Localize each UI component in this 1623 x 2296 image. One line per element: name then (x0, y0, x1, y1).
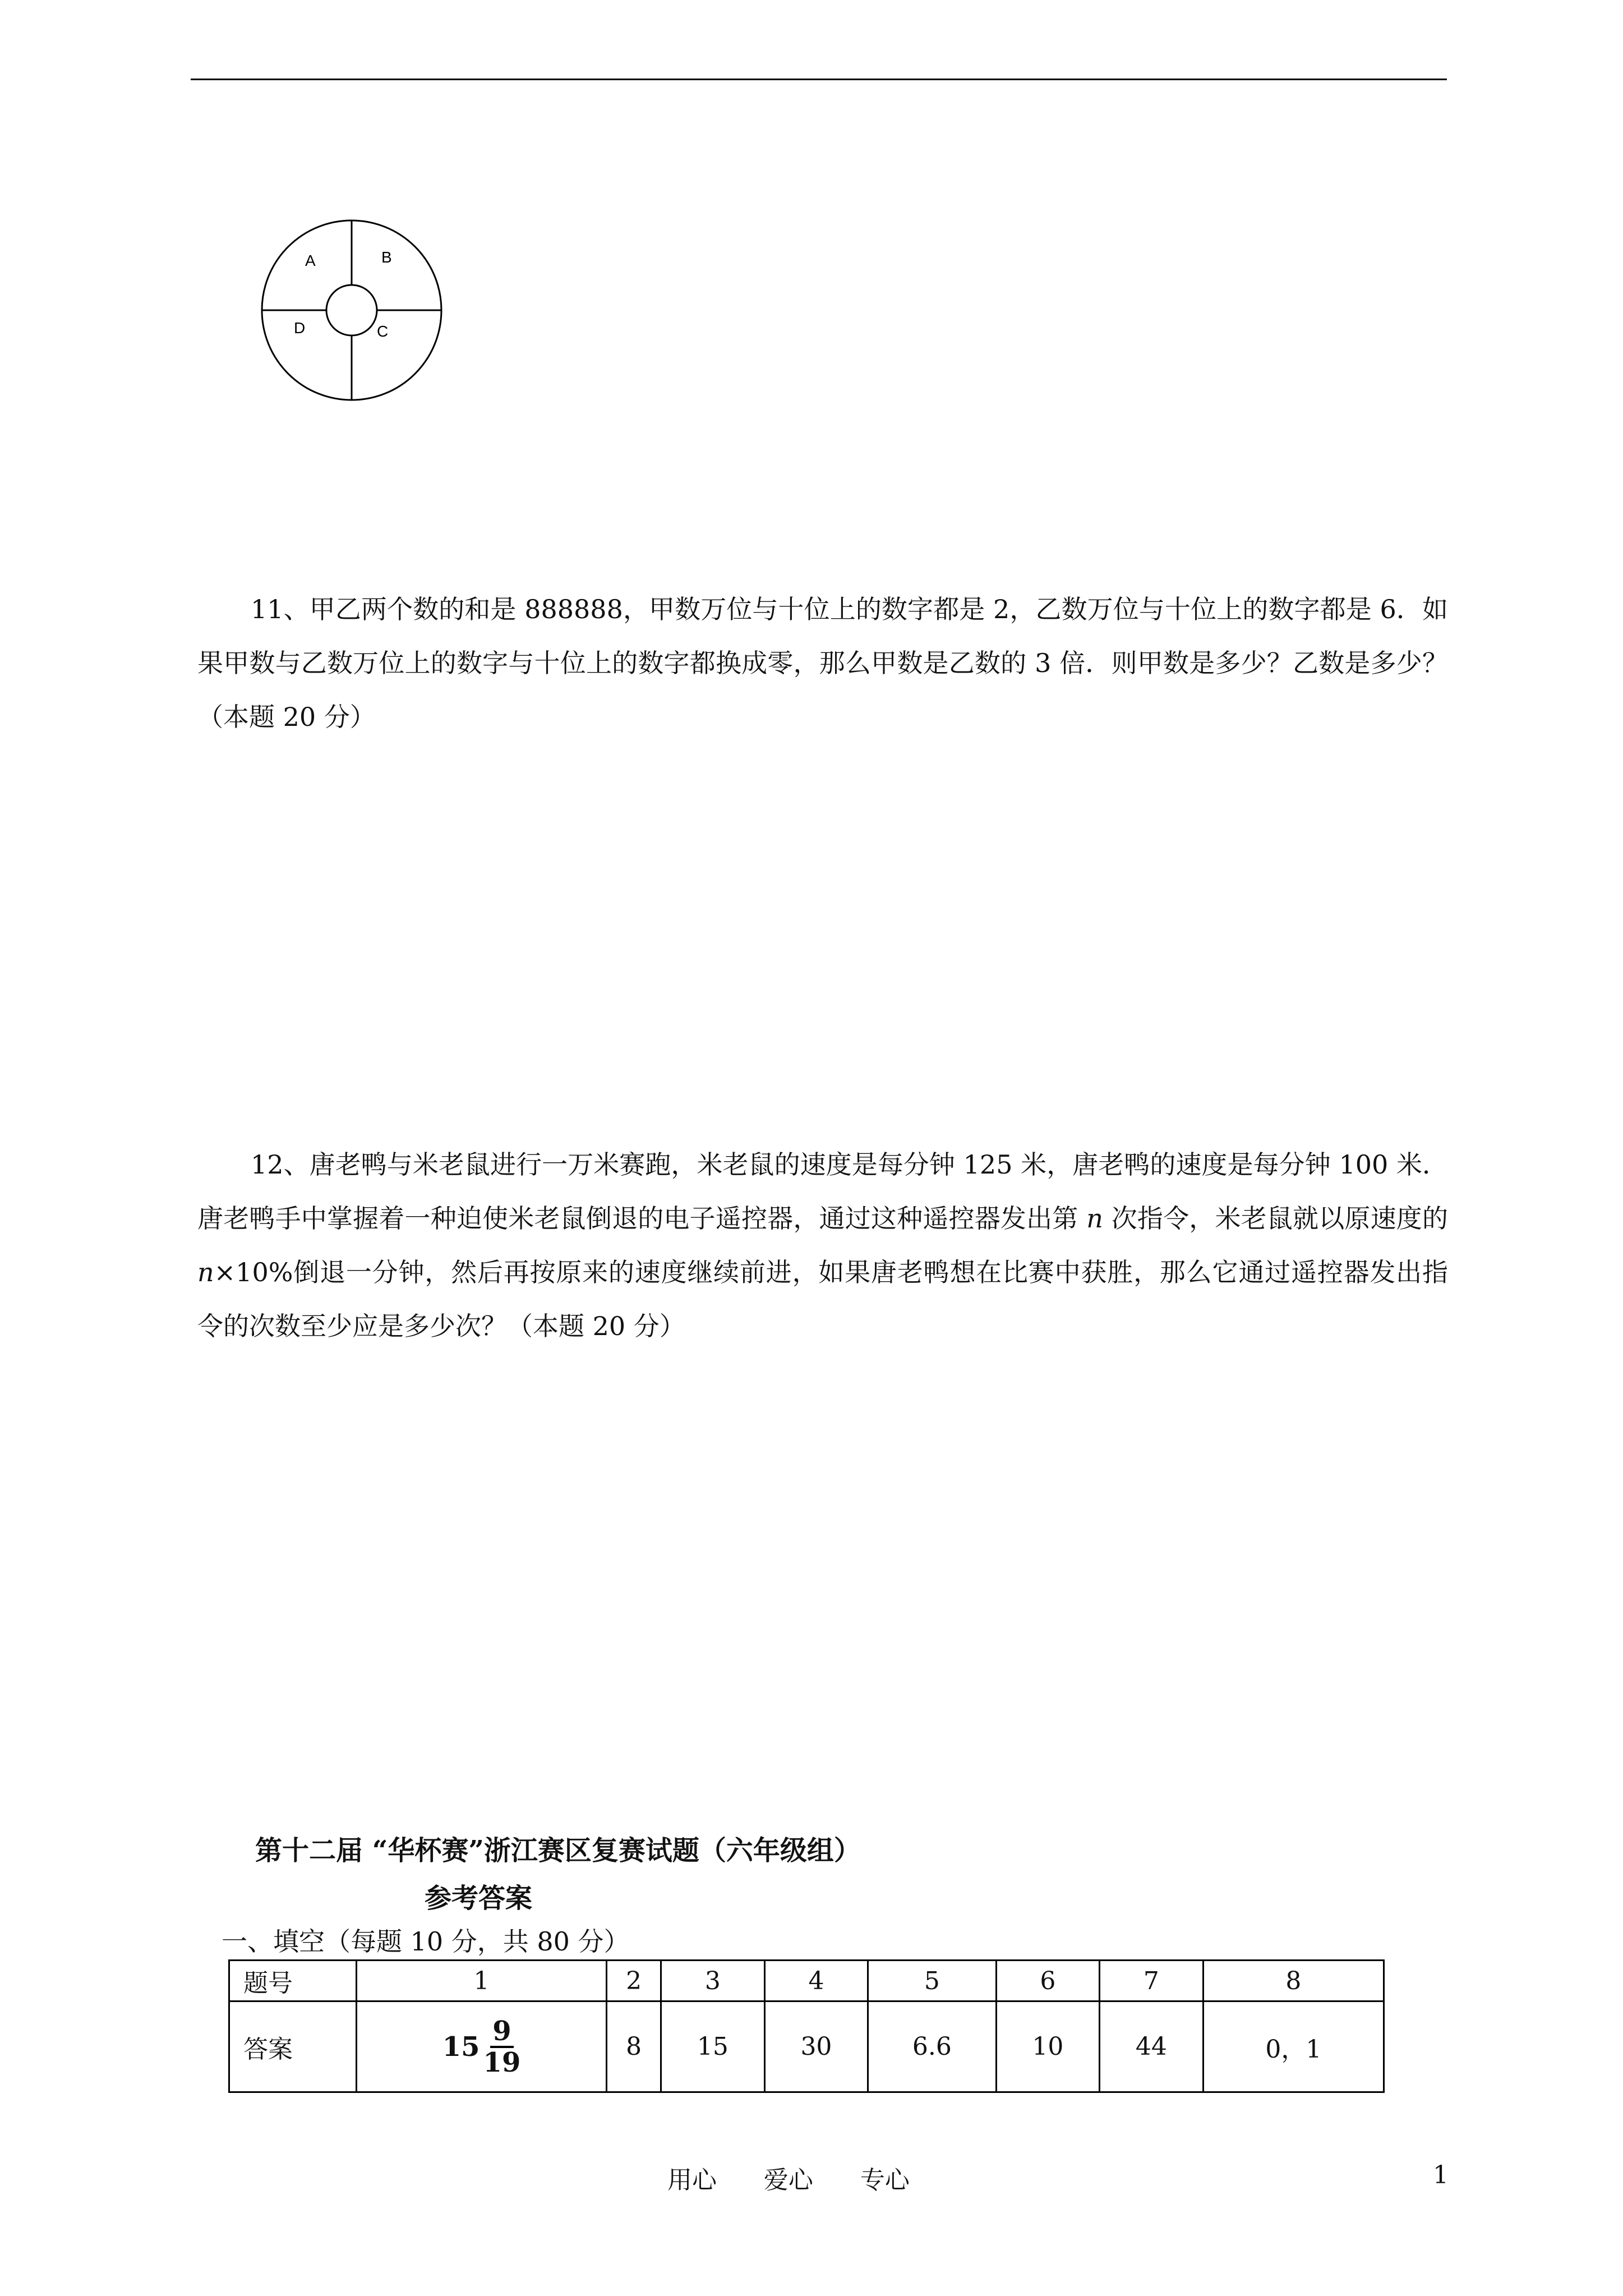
page-number: 1 (1433, 2161, 1449, 2189)
answer-table-answer-row (229, 2001, 1384, 2092)
answer-cell: 15 (661, 2001, 765, 2092)
fraction-stack (483, 2017, 521, 2077)
answer-cell: 30 (764, 2001, 868, 2092)
answer-cell: 6.6 (868, 2001, 996, 2092)
answer-table (228, 1959, 1385, 2093)
question-12-part3: ×10%倒退一分钟，然后再按原来的速度继续前进，如果唐老鸭想在比赛中获胜，那么它通过遥控器发出指令的次数至少应是多少次？（本题 20 分） (197, 1257, 1448, 1341)
question-number-cell: 2 (607, 1961, 661, 2001)
ring-diagram (259, 218, 444, 403)
answer-cell: 0，1 (1203, 2001, 1384, 2092)
question-number-cell: 6 (996, 1961, 1100, 2001)
question-12-text (197, 1138, 1448, 1353)
question-12 (197, 1138, 1448, 1353)
question-number-cell: 3 (661, 1961, 765, 2001)
question-number-cell: 4 (764, 1961, 868, 2001)
answer-cell: 8 (607, 2001, 661, 2092)
question-12-part2: 次指令，米老鼠就以原速度的 (1103, 1203, 1448, 1234)
question-11-text: 11、甲乙两个数的和是 888888，甲数万位与十位上的数字都是 2，乙数万位与十位上的数字都是 6．如果甲数与乙数万位上的数字与十位上的数字都换成零，那么甲数是乙数的 3 倍．则甲数是多少？乙数是多少？（本题 20 分） (197, 594, 1448, 732)
answer-cell: 44 (1100, 2001, 1204, 2092)
header-rule (191, 79, 1447, 80)
footer-text: 用心 爱心 专心 (667, 2166, 910, 2194)
question-12-variable-n: n (1086, 1203, 1103, 1234)
answer-table-header-row (229, 1961, 1384, 2001)
sector-label-b: B (381, 249, 392, 266)
fraction-whole: 15 (442, 2031, 480, 2063)
answer-section-subtitle: 参考答案 (425, 1883, 533, 1914)
question-number-cell: 5 (868, 1961, 996, 2001)
question-12-part1: 12、唐老鸭与米老鼠进行一万米赛跑，米老鼠的速度是每分钟 125 米，唐老鸭的速度是每分钟 100 米．唐老鸭手中掌握着一种迫使米老鼠倒退的电子遥控器，通过这种遥控器发出第 (197, 1149, 1448, 1234)
sector-label-a: A (305, 252, 316, 269)
answer-section-title: 第十二届 “华杯赛”浙江赛区复赛试题（六年级组） (255, 1835, 861, 1866)
answer-cell: 10 (996, 2001, 1100, 2092)
sector-label-c: C (377, 323, 389, 340)
question-number-cell: 1 (357, 1961, 607, 2001)
question-11 (197, 582, 1448, 744)
mixed-fraction (442, 2017, 521, 2077)
answer-cell-fraction (357, 2001, 607, 2092)
question-number-cell: 7 (1100, 1961, 1204, 2001)
question-12-variable-n-second: n (197, 1257, 214, 1287)
question-number-cell: 8 (1203, 1961, 1384, 2001)
fill-in-section-heading: 一、填空（每题 10 分，共 80 分） (222, 1926, 630, 1957)
sector-label-d: D (294, 319, 306, 337)
header-label-cell: 题号 (229, 1961, 357, 2001)
fraction-denominator: 19 (483, 2046, 521, 2078)
inner-circle (326, 285, 377, 335)
answer-label-cell: 答案 (229, 2001, 357, 2092)
fraction-numerator: 9 (490, 2017, 513, 2048)
